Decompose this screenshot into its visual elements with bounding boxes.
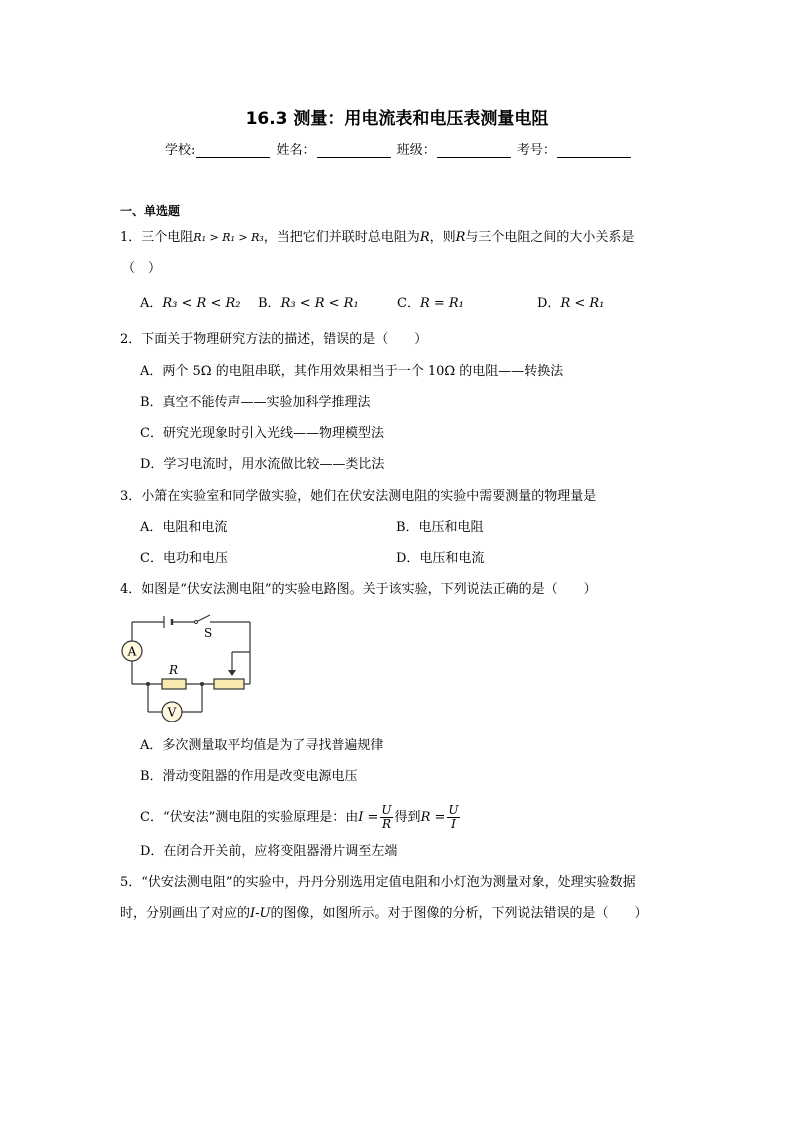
rheostat-icon [214,679,244,689]
fraction-u-over-r: $\frac{U}{R}$ [381,803,392,831]
q3-option-c[interactable]: C．电功和电压 [140,551,228,566]
question-4-stem: 4．如图是“伏安法测电阻”的实验电路图。关于该实验，下列说法正确的是（ ） [120,582,597,597]
fraction-u-over-i: $\frac{U}{I}$ [448,803,459,831]
q3-option-a[interactable]: A．电阻和电流 [140,520,228,535]
q2-option-c[interactable]: C．研究光现象时引入光线——物理模型法 [140,426,384,441]
question-1-paren: （ ） [122,261,162,276]
q3-option-d[interactable]: D．电压和电流 [396,551,485,566]
student-info-line [165,139,633,158]
q2-option-b[interactable]: B．真空不能传声——实验加科学推理法 [140,395,371,410]
page-title: 16.3 测量：用电流表和电压表测量电阻 [245,109,549,129]
switch-label: S [204,626,213,640]
resistor-label: R [169,663,179,677]
q4-option-b[interactable]: B．滑动变阻器的作用是改变电源电压 [140,769,358,784]
circuit-diagram [118,612,258,722]
resistor-icon [162,679,186,689]
name-blank[interactable] [317,143,391,158]
q2-option-d[interactable]: D．学习电流时，用水流做比较——类比法 [140,457,385,472]
exam-no-label: 考号： [516,143,556,158]
school-blank[interactable] [196,143,270,158]
q1-option-c[interactable]: C．R = R₁ [397,296,464,311]
q4-option-d[interactable]: D．在闭合开关前，应将变阻器滑片调至左端 [140,844,398,859]
q1-option-d[interactable]: D．R < R₁ [537,296,605,311]
exam-no-blank[interactable] [557,143,631,158]
question-1-stem: 1．三个电阻R₁ > R₁ > R₃，当把它们并联时总电阻为R，则R与三个电阻之间的大小关系是 [120,230,635,245]
name-label: 姓名： [276,143,316,158]
class-blank[interactable] [437,143,511,158]
voltmeter-label: V [167,705,177,720]
q3-option-b[interactable]: B．电压和电阻 [396,520,484,535]
section-title: 一、单选题 [120,204,181,218]
battery-icon [164,616,172,628]
q4-option-c[interactable]: C．“伏安法”测电阻的实验原理是：由I = $\frac{U}{R}$ 得到R = $\frac{U}{I}$ [140,803,459,831]
question-2-stem: 2．下面关于物理研究方法的描述，错误的是（ ） [120,332,428,347]
question-3-stem: 3．小箫在实验室和同学做实验，她们在伏安法测电阻的实验中需要测量的物理量是 [120,489,597,504]
class-label: 班级： [396,143,436,158]
q2-option-a[interactable]: A．两个 5Ω 的电阻串联，其作用效果相当于一个 10Ω 的电阻——转换法 [140,364,564,379]
ammeter-label: A [127,644,137,659]
slider-arrow-icon [228,670,236,676]
question-5-line-2: 时，分别画出了对应的I-U的图像，如图所示。对于图像的分析，下列说法错误的是（ ） [120,906,648,921]
switch-icon [195,615,211,624]
school-label: 学校: [165,143,196,158]
q1-option-a[interactable]: A．R₃ < R < R₂ [140,296,241,311]
q4-option-a[interactable]: A．多次测量取平均值是为了寻找普遍规律 [140,738,384,753]
q1-option-b[interactable]: B．R₃ < R < R₁ [258,296,359,311]
question-5-line-1: 5．“伏安法测电阻”的实验中，丹丹分别选用定值电阻和小灯泡为测量对象，处理实验数据 [120,875,636,890]
